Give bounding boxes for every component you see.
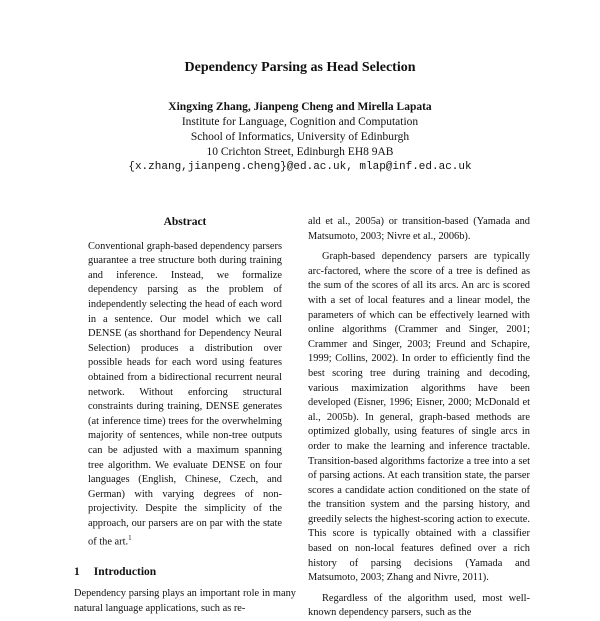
author-emails: {x.zhang,jianpeng.cheng}@ed.ac.uk, mlap@inf.ed.ac.uk [128, 161, 472, 173]
right-paragraph-3: Regardless of the algorithm used, most well-known dependency parsers, such as the [308, 592, 530, 619]
abstract-heading: Abstract [163, 216, 207, 228]
author-block [0, 100, 600, 175]
right-paragraph-2: Graph-based dependency parsers are typically arc-factored, where the score of a tree is defined as the sum of the scores of all its arcs. An arc is scored with a set of local features and a linear model, the parameters of which can be effectively learned with online algorithms (Crammer and Singer, 2001; Crammer and Singer, 2003; Freund and Schapire, 1999; Collins, 2002). In order to efficiently find the best scoring tree during training and decoding, various maximization algorithms have been developed (Eisner, 1996; Eisner, 2000; McDonald et al., 2005b). In general, graph-based methods are optimized globally, using features of single arcs in order to make the learning and inference tractable. Transition-based algorithms factorize a tree into a set of parsing actions. At each transition state, the parser scores a candidate action conditioned on the state of the transition system and the parsing history, and greedily selects the highest-scoring action to execute. This score is typically obtained with a classifier based on non-local features defined over a rich history of parsing decisions (Yamada and Matsumoto, 2003; Zhang and Nivre, 2011). [308, 251, 530, 584]
section-title: Introduction [93, 565, 157, 578]
footnote-mark: 1 [128, 534, 132, 543]
left-column [74, 215, 296, 616]
paper-title: Dependency Parsing as Head Selection [184, 60, 416, 75]
right-paragraph-1: ald et al., 2005a) or transition-based (Yamada and Matsumoto, 2003; Nivre et al., 2006b). [308, 216, 530, 242]
right-column [308, 215, 530, 621]
abstract-text: Conventional graph-based dependency parsers guarantee a tree structure both during training and inference. Instead, we formalize dependency parsing as the problem of independently selecting the head of each word in a sentence. Our model which we call DENSE (as shorthand for Dependency Neural Selection) produces a distribution over possible heads for each word using features obtained from a bidirectional recurrent neural network. Without enforcing structural constraints during training, DENSE generates (at inference time) trees for the overwhelming majority of sentences, while non-tree outputs can be adjusted with a maximum spanning tree algorithm. We evaluate DENSE on four languages (English, Chinese, Czech, and German) with varying degrees of non-projectivity. Despite the simplicity of the approach, our parsers are on par with the state of the art. [88, 240, 282, 548]
author-names: Xingxing Zhang, Jianpeng Cheng and Mirella Lapata [168, 101, 432, 113]
section-heading-introduction [74, 565, 296, 580]
section-number: 1 [74, 565, 80, 578]
abstract-body [88, 240, 282, 551]
affiliation-school: School of Informatics, University of Edinburgh [190, 131, 410, 143]
introduction-paragraph: Dependency parsing plays an important role in many natural language applications, such as re- [74, 588, 296, 614]
affiliation-address: 10 Crichton Street, Edinburgh EH8 9AB [206, 146, 394, 158]
affiliation-institute: Institute for Language, Cognition and Computation [181, 116, 419, 128]
